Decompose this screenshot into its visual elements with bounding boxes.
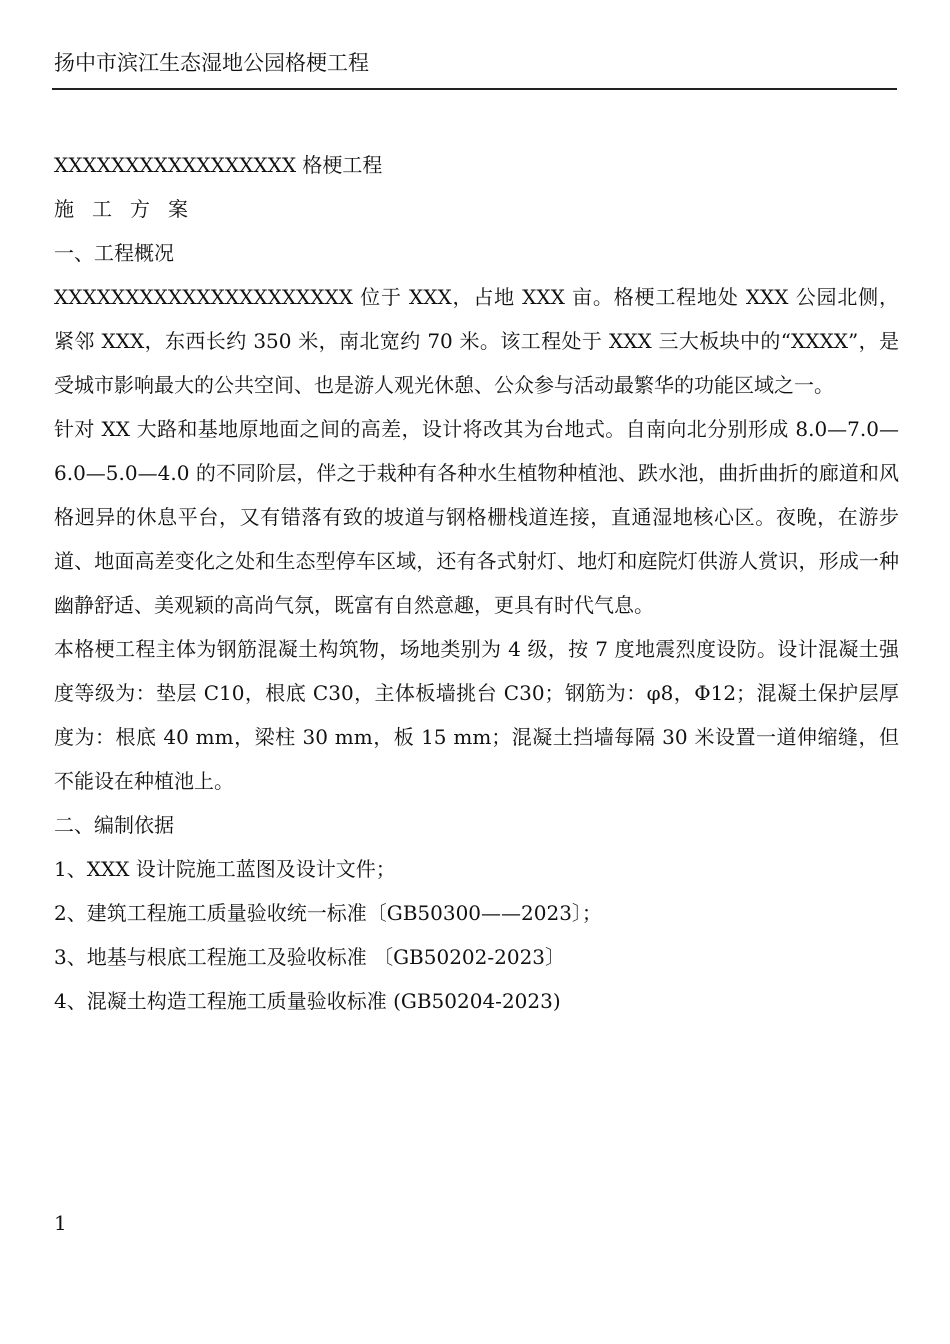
basis-item-4: 4、混凝土构造工程施工质量验收标准 (GB50204-2023) (54, 989, 561, 1013)
page-number: 1 (54, 1211, 67, 1235)
overview-paragraph-3: 本格梗工程主体为钢筋混凝土构筑物，场地类别为 4 级，按 7 度地震烈度设防。设计混凝土强度等级为：垫层 C10，根底 C30，主体板墙挑台 C30；钢筋为：φ8，Φ12；混凝土保护层厚度为：根底 40 mm，梁柱 30 mm，板 15 mm；混凝土挡墙每隔 30 米设置一道伸缩缝，但不能设在种植池上。 (54, 637, 899, 793)
section-heading-basis: 二、编制依据 (54, 813, 174, 837)
basis-item-3: 3、地基与根底工程施工及验收标准 〔GB50202-2023〕 (54, 945, 566, 969)
basis-item-1: 1、XXX 设计院施工蓝图及设计文件； (54, 857, 396, 881)
document-type-heading: 施工方案 (54, 197, 206, 221)
running-header: 扬中市滨江生态湿地公园格梗工程 (54, 51, 369, 75)
document-body (54, 143, 899, 1023)
basis-item-2: 2、建筑工程施工质量验收统一标准〔GB50300——2023〕； (54, 901, 602, 925)
overview-paragraph-1: XXXXXXXXXXXXXXXXXXXXX 位于 XXX，占地 XXX 亩。格梗工程地处 XXX 公园北侧，紧邻 XXX，东西长约 350 米，南北宽约 70 米。该工程处于 XXX 三大板块中的“XXXX”，是受城市影响最大的公共空间、也是游人观光休憩、公众参与活动最繁华的功能区域之一。 (54, 285, 899, 397)
header-divider (52, 88, 897, 90)
project-title: XXXXXXXXXXXXXXXXX 格梗工程 (54, 153, 383, 177)
overview-paragraph-2: 针对 XX 大路和基地原地面之间的高差，设计将改其为台地式。自南向北分别形成 8.0—7.0—6.0—5.0—4.0 的不同阶层，伴之于栽种有各种水生植物种植池、跌水池，曲折曲折的廊道和风格迥异的休息平台，又有错落有致的坡道与钢格栅栈道连接，直通湿地核心区。夜晚，在游步道、地面高差变化之处和生态型停车区域，还有各式射灯、地灯和庭院灯供游人赏识，形成一种幽静舒适、美观颖的高尚气氛，既富有自然意趣，更具有时代气息。 (54, 417, 899, 617)
section-heading-overview: 一、工程概况 (54, 241, 174, 265)
